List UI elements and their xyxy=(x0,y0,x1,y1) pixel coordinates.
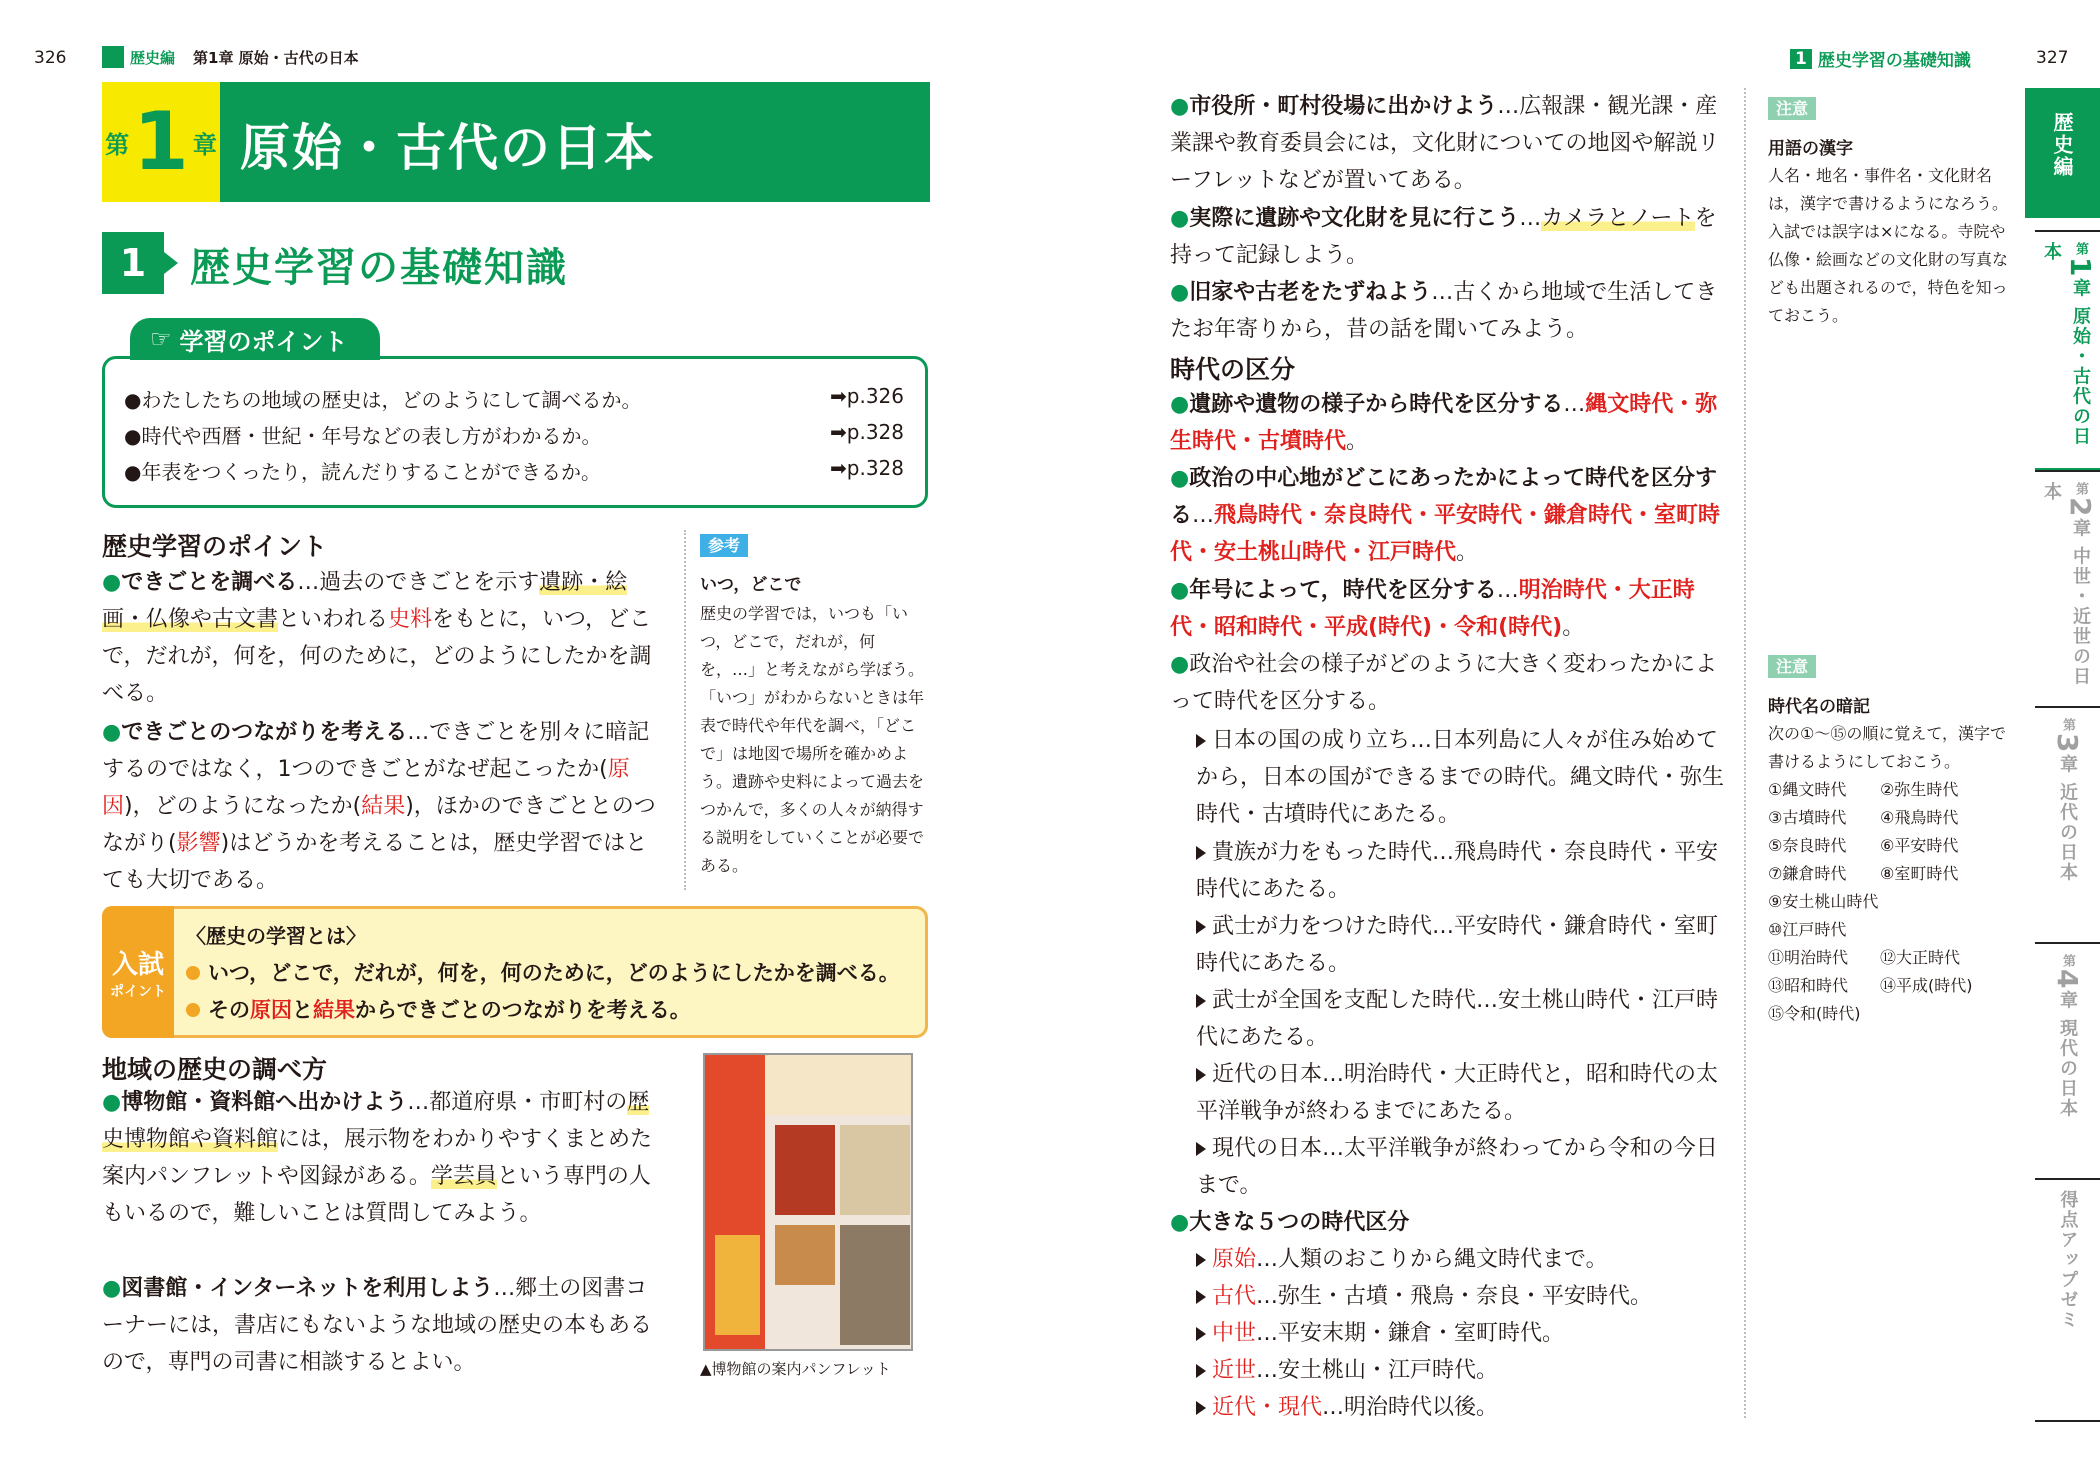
running-header-right: 1 歴史学習の基礎知識 xyxy=(1790,46,1971,71)
point-item: ●時代や西暦・世紀・年号などの表し方がわかるか。 ➡p.328 xyxy=(124,420,904,448)
period-division-society: ●政治や社会の様子がどのように大きく変わったかによって時代を区分する。 xyxy=(1170,652,1717,714)
reference-tag: 参考 xyxy=(700,533,748,556)
photo-caption: ▲博物館の案内パンフレット xyxy=(700,1360,891,1378)
note-body-periods: 次の①～⑮の順に覚えて，漢字で書けるようにしておこう。 xyxy=(1768,724,2007,771)
list-item: ⑤奈良時代 ⑥平安時代 xyxy=(1768,836,1959,855)
reference-body: 歴史の学習では，いつも「いつ，どこで，だれが，何を，…」と考えながら学ぼう。「いつ」がわからないときは年表で時代や年代を調べ，「どこで」は地図で場所を確かめよう。遺跡や史料によって過去をつかんで，多くの人々が納得する説明をしていくことが必要である。 xyxy=(700,604,925,875)
section-number: 1 xyxy=(102,232,164,294)
paragraph-museum: ●博物館・資料館へ出かけよう…都道府県・市町村の歴史博物館や資料館には，展示物をわかりやすくまとめた案内パンフレットや図録がある。学芸員という専門の人もいるので，難しいことは質問してみよう。 xyxy=(102,1090,653,1226)
five-period-item: 原始…人類のおこりから縄文時代まで。 xyxy=(1196,1241,1608,1278)
sidebar-tab-chapter-2[interactable]: 第2章 中世・近世の日本 xyxy=(2035,470,2100,708)
list-item: ③古墳時代 ④飛鳥時代 xyxy=(1768,808,1959,827)
list-item: ⑩江戸時代 xyxy=(1768,920,1847,939)
reference-title: いつ，どこで xyxy=(700,575,802,595)
heading-five-periods: ●大きな５つの時代区分 xyxy=(1170,1210,1410,1235)
subperiod-item: 現代の日本…太平洋戦争が終わってから令和の今日まで。 xyxy=(1196,1136,1718,1198)
five-period-item: 中世…平安末期・鎌倉・室町時代。 xyxy=(1196,1315,1564,1352)
section-title: 歴史学習の基礎知識 xyxy=(190,245,568,291)
subperiod-item: 武士が力をつけた時代…平安時代・鎌倉時代・室町時代にあたる。 xyxy=(1196,914,1719,976)
five-period-item: 古代…弥生・古墳・飛鳥・奈良・平安時代。 xyxy=(1196,1278,1652,1315)
period-division-politics: ●政治の中心地がどこにあったかによって時代を区分する…飛鳥時代・奈良時代・平安時代・鎌倉時代・室町時代・安土桃山時代・江戸時代。 xyxy=(1170,466,1721,565)
triangle-bullet-icon xyxy=(1196,994,1206,1008)
header-part: 歴史編 xyxy=(130,48,176,67)
column-divider-right xyxy=(1744,88,1746,1418)
running-header-left xyxy=(102,46,359,68)
exam-point-label: 入試 ポイント xyxy=(102,906,174,1038)
points-tab: ☞ 学習のポイント xyxy=(130,318,380,360)
sidebar-tab-chapter-3[interactable]: 第3章 近代の日本 xyxy=(2035,706,2100,944)
chapter-number: 第 1 章 xyxy=(105,95,217,188)
list-item: ⑬昭和時代 ⑭平成(時代) xyxy=(1768,976,1973,995)
triangle-bullet-icon xyxy=(1196,1068,1206,1082)
five-period-item: 近世…安土桃山・江戸時代。 xyxy=(1196,1352,1498,1389)
note-body-kanji: 人名・地名・事件名・文化財名は，漢字で書けるようになろう。入試では誤字は×になる。寺院や仏像・絵画などの文化財の写真なども出題されるので，特色を知っておこう。 xyxy=(1768,166,2009,325)
subperiod-item: 日本の国の成り立ち…日本列島に人々が住み始めてから，日本の国ができるまでの時代。縄文時代・弥生時代・古墳時代にあたる。 xyxy=(1196,728,1725,827)
sidebar-tab-chapter-1[interactable]: 第1章 原始・古代の日本 xyxy=(2035,230,2100,471)
triangle-bullet-icon xyxy=(1196,846,1206,860)
note-title-periods: 時代名の暗記 xyxy=(1768,697,1870,717)
sidebar-tab-extra[interactable]: 得点アップゼミ xyxy=(2035,1178,2100,1422)
paragraph-visit-sites: ●実際に遺跡や文化財を見に行こう…カメラとノートを持って記録しよう。 xyxy=(1170,206,1717,268)
paragraph-investigate: ●できごとを調べる…過去のできごとを示す遺跡・絵画・仏像や古文書といわれる史料をもとに，いつ，どこで，だれが，何を，何のために，どのようにしたかを調べる。 xyxy=(102,570,652,706)
triangle-bullet-icon xyxy=(1196,920,1206,934)
note-tag-kanji: 注意 xyxy=(1768,96,1816,119)
page-number-left: 326 xyxy=(34,48,67,68)
note-title-kanji: 用語の漢字 xyxy=(1768,139,1853,159)
exam-title: 〈歴史の学習とは〉 xyxy=(186,924,366,948)
sidebar-tab-chapter-4[interactable]: 第4章 現代の日本 xyxy=(2035,942,2100,1180)
header-square-icon xyxy=(102,46,124,68)
triangle-bullet-icon xyxy=(1196,734,1206,748)
exam-item: いつ，どこで，だれが，何を，何のために，どのようにしたかを調べる。 xyxy=(186,957,900,987)
sidebar-tab-part[interactable]: 歴史編 xyxy=(2025,88,2100,218)
five-period-item: 近代・現代…明治時代以後。 xyxy=(1196,1389,1498,1426)
paragraph-connections: ●できごとのつながりを考える…できごとを別々に暗記するのではなく，1つのできごとがなぜ起こったか(原因)，どのようになったか(結果)，ほかのできごととのつながり(影響)はどうかを考えることは，歴史学習ではとても大切である。 xyxy=(102,720,656,893)
paragraph-library: ●図書館・インターネットを利用しよう…郷土の図書コーナーには，書店にもないような地域の歴史の本もあるので，専門の司書に相談するとよい。 xyxy=(102,1276,653,1375)
paragraph-elders: ●旧家や古老をたずねよう…古くから地域で生活してきたお年寄りから，昔の話を聞いてみよう。 xyxy=(1170,280,1718,342)
exam-item: その原因と結果からできごとのつながりを考える。 xyxy=(186,994,691,1024)
period-division-era-name: ●年号によって，時代を区分する…明治時代・大正時代・昭和時代・平成(時代)・令和(時代)。 xyxy=(1170,578,1695,640)
point-item: ●年表をつくったり，読んだりすることができるか。 ➡p.328 xyxy=(124,456,904,484)
period-division-artifacts: ●遺跡や遺物の様子から時代を区分する…縄文時代・弥生時代・古墳時代。 xyxy=(1170,392,1718,454)
list-item: ⑦鎌倉時代 ⑧室町時代 xyxy=(1768,864,1959,883)
column-divider xyxy=(684,530,686,890)
hand-pointer-icon: ☞ xyxy=(150,325,172,353)
list-item: ①縄文時代 ②弥生時代 xyxy=(1768,780,1959,799)
museum-pamphlet-image xyxy=(703,1053,913,1351)
period-memory-list xyxy=(1768,776,2012,1028)
paragraph-city-office: ●市役所・町村役場に出かけよう…広報課・観光課・産業課や教育委員会には，文化財についての地図や解説リーフレットなどが置いてある。 xyxy=(1170,94,1720,193)
note-tag-periods: 注意 xyxy=(1768,654,1816,677)
list-item: ⑮令和(時代) xyxy=(1768,1004,1861,1023)
heading-periods: 時代の区分 xyxy=(1170,355,1296,384)
list-item: ⑨安土桃山時代 xyxy=(1768,892,1879,911)
heading-local-history: 地域の歴史の調べ方 xyxy=(102,1055,328,1084)
triangle-bullet-icon xyxy=(1196,1142,1206,1156)
list-item: ⑪明治時代 ⑫大正時代 xyxy=(1768,948,1961,967)
point-item: ●わたしたちの地域の歴史は，どのようにして調べるか。 ➡p.326 xyxy=(124,384,904,412)
subperiod-item: 近代の日本…明治時代・大正時代と，昭和時代の太平洋戦争が終わるまでにあたる。 xyxy=(1196,1062,1719,1124)
subperiod-item: 貴族が力をもった時代…飛鳥時代・奈良時代・平安時代にあたる。 xyxy=(1196,840,1719,902)
page-number-right: 327 xyxy=(2036,48,2069,68)
subperiod-item: 武士が全国を支配した時代…安土桃山時代・江戸時代にあたる。 xyxy=(1196,988,1719,1050)
section-arrow-icon xyxy=(164,252,178,274)
heading-history-points: 歴史学習のポイント xyxy=(102,532,328,561)
chapter-title: 原始・古代の日本 xyxy=(240,119,656,177)
header-chapter: 第1章 原始・古代の日本 xyxy=(193,48,359,67)
